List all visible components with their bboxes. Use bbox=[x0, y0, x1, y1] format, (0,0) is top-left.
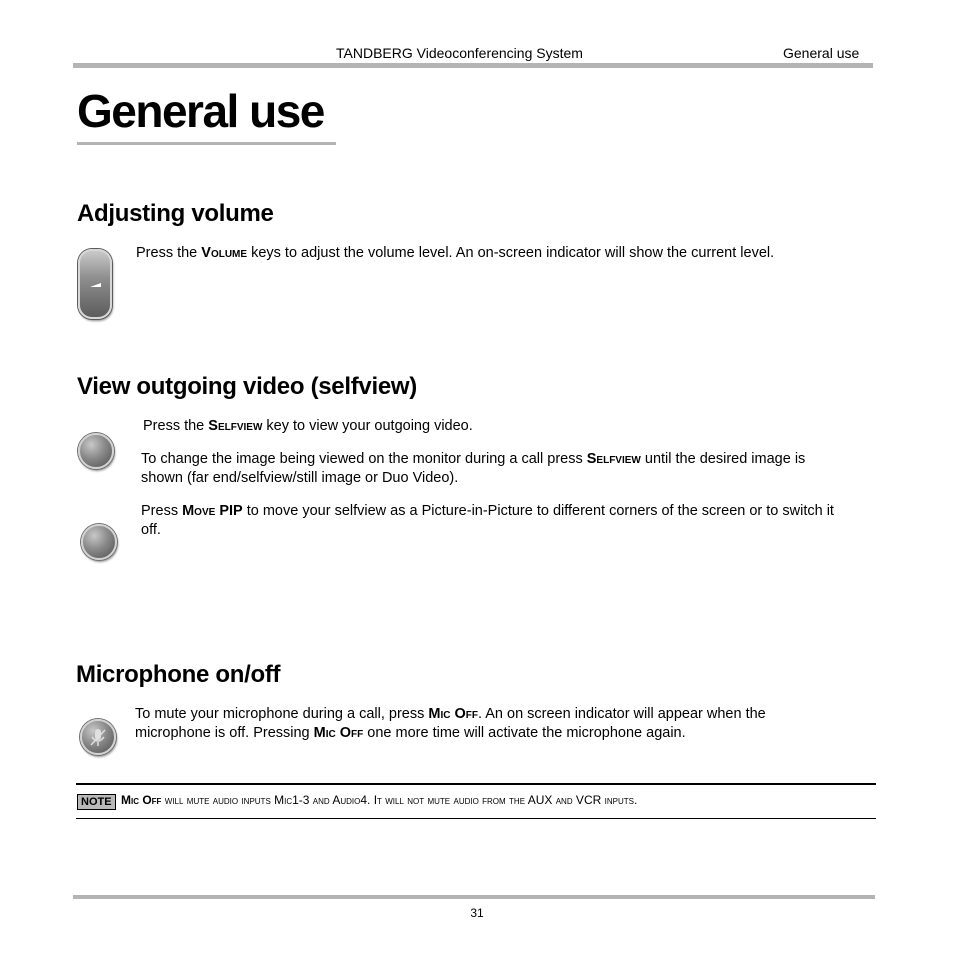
selfview-key-label-2: Selfview bbox=[586, 451, 641, 467]
selfview-paragraph-2: To change the image being viewed on the monitor during a call press Selfview until the desired image is shown (far end/selfview/still image or Duo Video). bbox=[141, 451, 806, 486]
page-title: General use bbox=[77, 85, 324, 137]
mic-off-key-icon bbox=[80, 719, 116, 755]
selfview-key-label: Selfview bbox=[208, 418, 263, 434]
microphone-paragraph: To mute your microphone during a call, press Mic Off. An on screen indicator will appear when the microphone is off. Pressing Mic Off one more time will activate the microphone again. bbox=[135, 706, 766, 741]
volume-key-label: Volume bbox=[201, 245, 248, 261]
header-section-title: General use bbox=[783, 45, 860, 61]
page-number: 31 bbox=[470, 906, 484, 920]
selfview-key-icon bbox=[78, 433, 114, 469]
section-heading-volume: Adjusting volume bbox=[77, 200, 274, 227]
move-pip-key-icon bbox=[81, 524, 117, 560]
volume-key-icon bbox=[78, 249, 112, 319]
header-rule bbox=[73, 63, 873, 68]
note-badge: NOTE bbox=[77, 794, 116, 810]
pip-key-label: PIP bbox=[215, 503, 243, 519]
note-text: Mic Off will mute audio inputs Mic1-3 and Audio4. It will not mute audio from the AUX and VCR inputs. bbox=[121, 793, 638, 807]
move-pip-paragraph: Press Move PIP to move your selfview as a Picture-in-Picture to different corners of the screen or to switch it off. bbox=[141, 503, 834, 538]
header-doc-title: TANDBERG Videoconferencing System bbox=[336, 45, 583, 61]
note-bottom-rule bbox=[76, 818, 876, 819]
move-key-label: Move bbox=[182, 503, 216, 519]
section-heading-selfview: View outgoing video (selfview) bbox=[77, 373, 417, 400]
selfview-paragraph-1: Press the Selfview key to view your outgoing video. bbox=[143, 418, 473, 434]
mic-off-key-label-2: Mic Off bbox=[313, 725, 364, 741]
note-key-label: Mic Off bbox=[121, 793, 162, 807]
section-heading-microphone: Microphone on/off bbox=[76, 661, 281, 688]
mic-off-key-label: Mic Off bbox=[428, 706, 478, 722]
footer-rule bbox=[73, 895, 875, 899]
note-top-rule bbox=[76, 783, 876, 785]
title-underline bbox=[77, 142, 336, 145]
volume-paragraph: Press the Volume keys to adjust the volume level. An on-screen indicator will show the current level. bbox=[136, 245, 775, 261]
